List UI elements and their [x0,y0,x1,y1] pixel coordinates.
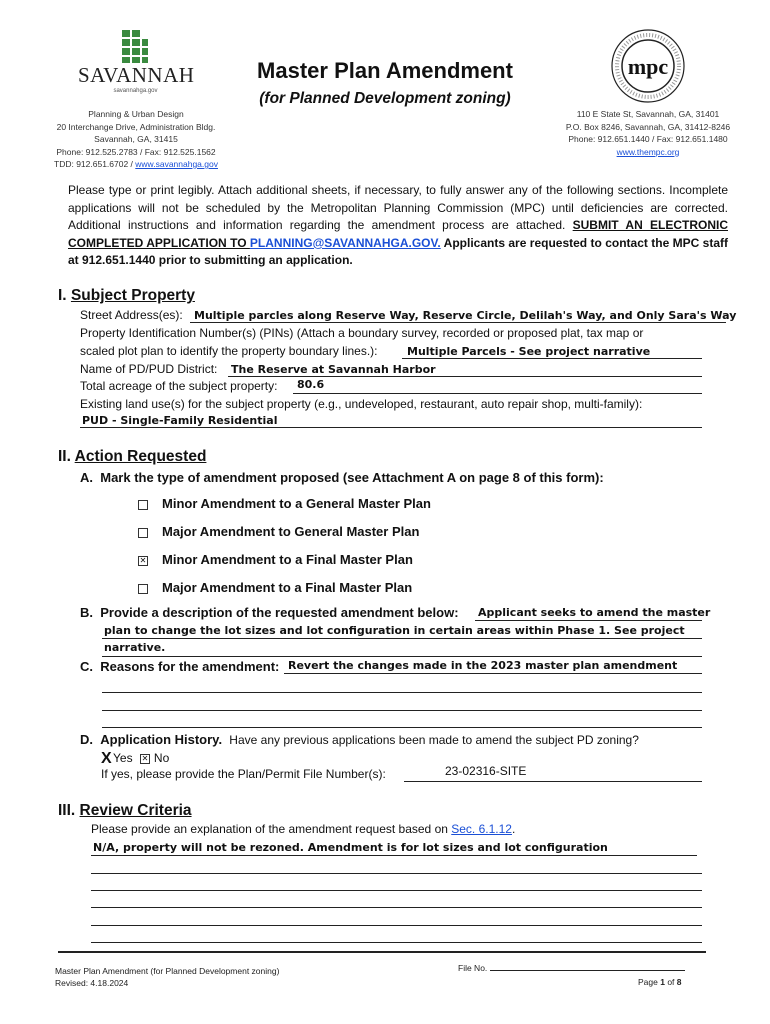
c-line-4 [102,727,702,728]
intro-contact-text: Applicants are requested to contact the MPC staff at 912.651.1440 prior to submitting an application. [68,235,728,268]
no-checkbox[interactable]: ✕ [141,754,149,763]
option-major-final[interactable] [138,580,412,595]
page-of: of [664,977,677,987]
landuse-line [80,427,702,428]
acreage-line [293,393,702,394]
left-tdd-text: TDD: 912.651.6702 / [54,159,136,169]
review-criteria-field[interactable]: N/A, property will not be rezoned. Amendment is for lot sizes and lot configuration [93,841,608,854]
item-c-text: Reasons for the amendment: [100,659,280,674]
mpc-logo [610,28,686,104]
file-number-label: If yes, please provide the Plan/Permit File Number(s): [101,767,386,781]
section-2-number: II. [58,448,71,465]
landuse-field[interactable]: PUD - Single-Family Residential [82,414,278,427]
yes-no-row [101,750,169,768]
b-line-1 [475,620,702,621]
savannah-wordmark: SAVANNAH [78,63,195,87]
right-address-line: Phone: 912.651.1440 / Fax: 912.651.1480 [568,134,728,144]
street-address-label: Street Address(es): [80,308,183,322]
b-line-2 [102,638,702,639]
option-minor-final[interactable] [138,552,413,567]
pin-label-line-2: scaled plot plan to identify the property boundary lines.): [80,344,378,358]
section-1-heading [58,287,195,305]
pin-line [402,358,702,359]
item-c-label: C. [80,659,93,674]
footer-left [55,965,279,989]
review-line-3 [91,890,702,891]
footer-rule [58,951,706,953]
c-line-3 [102,710,702,711]
page-subtitle: (for Planned Development zoning) [259,90,511,107]
sec-6-1-12-link[interactable]: Sec. 6.1.12 [451,822,512,836]
section-2-heading [58,448,206,466]
savannah-logo [60,30,210,100]
district-line [228,376,702,377]
description-field-2[interactable]: plan to change the lot sizes and lot configuration in certain areas within Phase 1. See project [104,624,685,637]
file-number-field[interactable]: 23-02316-SITE [445,764,527,778]
right-address-line: P.O. Box 8246, Savannah, GA, 31412-8246 [565,121,731,132]
footer-form-name: Master Plan Amendment (for Planned Development zoning) [55,966,280,976]
right-address-block [548,108,748,158]
section-1-number: I. [58,287,67,304]
item-d [80,732,639,747]
item-a-text: Mark the type of amendment proposed (see Attachment A on page 8 of this form): [100,470,604,485]
footer-page-number [638,976,682,988]
section-1-title: Subject Property [70,287,195,304]
item-d-text: Have any previous applications been made to amend the subject PD zoning? [229,733,639,747]
pin-label-line-1: Property Identification Number(s) (PINs) (Attach a boundary survey, recorded or proposed plat, tax map or [80,326,644,340]
yes-label: Yes [113,751,133,766]
savannah-website-small: savannahga.gov [113,88,158,94]
option-minor-general[interactable] [138,496,431,511]
section-2-title: Action Requested [74,448,207,465]
mpc-logo-text: mpc [627,54,669,79]
option-checkbox[interactable] [138,500,148,510]
mpc-seal-icon [610,28,686,104]
footer-file-no [458,961,685,974]
review-line-2 [91,873,702,874]
review-line-6 [91,942,702,943]
footer-revised: Revised: 4.18.2024 [55,978,129,988]
description-field-1[interactable]: Applicant seeks to amend the master [478,606,711,619]
intro-submit-text: SUBMIT AN ELECTRONIC COMPLETED APPLICATION TO [68,218,728,250]
b-line-3 [102,656,702,657]
option-label: Major Amendment to General Master Plan [162,524,420,539]
reasons-field[interactable]: Revert the changes made in the 2023 master plan amendment [288,659,678,672]
intro-text: Please type or print legibly. Attach additional sheets, if necessary, to fully answer any of the following sections. Incomplete applications will not be scheduled by the Metropolitan Planning Commission (MPC) until deficiencies are corrected. Additional instructions and information regarding the amendment process are attached. [68,183,728,233]
street-address-field[interactable]: Multiple parcles along Reserve Way, Reserve Circle, Delilah's Way, and Only Sara's Way [194,309,737,322]
section-3-title: Review Criteria [79,802,192,819]
file-no-label: File No. [458,963,488,973]
page-title: Master Plan Amendment [257,58,513,83]
option-checkbox[interactable] [138,584,148,594]
savannahga-link[interactable]: www.savannahga.gov [135,159,218,169]
district-label: Name of PD/PUD District: [80,362,218,376]
review-line-5 [91,925,702,926]
item-c [80,659,279,674]
item-b-label: B. [80,605,93,620]
file-no-field[interactable] [490,961,685,971]
file-number-line [404,781,702,782]
item-a [80,470,604,485]
review-line-4 [91,907,702,908]
left-address-line: 20 Interchange Drive, Administration Bldg. [56,121,216,132]
review-criteria-text [91,822,515,836]
c-line-2 [102,692,702,693]
c-line-1 [284,673,702,674]
thempc-link[interactable]: www.thempc.org [616,146,680,157]
item-a-label: A. [80,470,93,485]
acreage-field[interactable]: 80.6 [297,378,325,391]
option-major-general[interactable] [138,524,419,539]
district-field[interactable]: The Reserve at Savannah Harbor [231,363,436,376]
section-3-heading [58,802,192,820]
yes-checkbox[interactable]: X [101,750,112,767]
item-b [80,605,459,620]
page-total: 8 [676,977,682,987]
option-checkbox-checked[interactable]: ✕ [139,555,147,565]
option-checkbox[interactable] [138,528,148,538]
intro-paragraph [68,182,728,270]
review-line-1 [91,855,697,856]
acreage-label: Total acreage of the subject property: [80,379,278,393]
option-label: Minor Amendment to a General Master Plan [162,496,431,511]
review-criteria-desc: Please provide an explanation of the amendment request based on [91,822,452,836]
option-label: Major Amendment to a Final Master Plan [162,580,413,595]
right-address-line: 110 E State St, Savannah, GA, 31401 [576,109,720,119]
item-d-label: D. [80,732,93,747]
left-address-block [40,108,232,171]
left-address-line: Savannah, GA, 31415 [94,134,178,144]
left-address-line: Phone: 912.525.2783 / Fax: 912.525.1562 [56,146,216,157]
left-address-line: Planning & Urban Design [88,109,184,119]
page-current: 1 [660,977,665,987]
item-b-text: Provide a description of the requested amendment below: [100,605,459,620]
no-label: No [153,751,170,766]
page-prefix: Page [638,977,661,987]
planning-email-link[interactable]: PLANNING@SAVANNAHGA.GOV. [249,235,441,250]
street-address-line [190,322,726,323]
landuse-label: Existing land use(s) for the subject property (e.g., undeveloped, restaurant, auto repair shop, multi-family): [80,397,643,411]
review-criteria-period: . [511,822,516,836]
description-field-3[interactable]: narrative. [104,641,166,654]
item-d-title: Application History. [100,732,223,747]
pin-field[interactable]: Multiple Parcels - See project narrative [407,345,651,358]
option-label: Minor Amendment to a Final Master Plan [162,552,413,567]
left-tdd-line [40,158,232,171]
section-3-number: III. [58,802,76,819]
